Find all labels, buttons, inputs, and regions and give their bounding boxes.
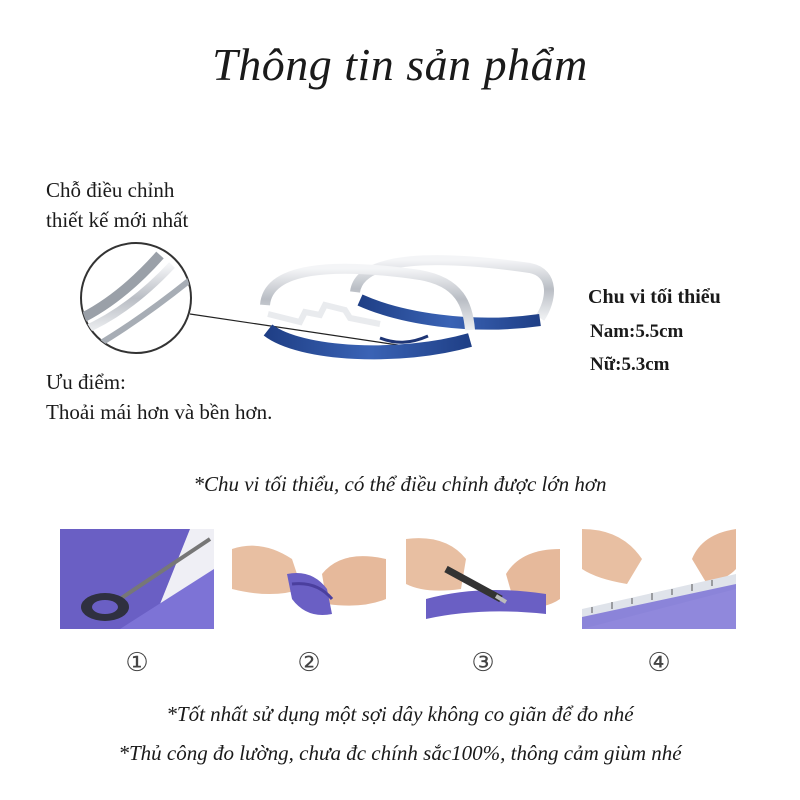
step-2-number: ② xyxy=(297,648,321,678)
size-heading: Chu vi tối thiểu xyxy=(588,286,721,308)
advantage-callout-line2: Thoải mái hơn và bền hơn. xyxy=(46,400,273,424)
adjust-callout-line1: Chỗ điều chỉnh xyxy=(46,178,175,202)
step-3-number: ③ xyxy=(471,648,495,678)
ring-front xyxy=(265,269,470,353)
page-title: Thông tin sản phẩm xyxy=(212,39,588,90)
adjust-callout-line2: thiết kế mới nhất xyxy=(46,208,189,232)
step-4-number: ④ xyxy=(647,648,671,678)
step-1-number: ① xyxy=(125,648,149,678)
size-male: Nam:5.5cm xyxy=(590,321,684,342)
zoom-detail-circle xyxy=(78,243,191,353)
footer-note-2: *Thủ công đo lường, chưa đc chính sắc100%, thông cảm giùm nhé xyxy=(118,741,682,765)
step-4-image xyxy=(582,529,736,629)
note-adjustable: *Chu vi tối thiểu, có thể điều chỉnh được lớn hơn xyxy=(193,472,607,496)
step-1-image xyxy=(60,529,214,629)
step-3-image xyxy=(406,529,560,629)
footer-note-1: *Tốt nhất sử dụng một sợi dây không co giãn để đo nhé xyxy=(166,702,634,726)
advantage-callout-line1: Ưu điểm: xyxy=(46,370,126,394)
step-2-image xyxy=(232,529,386,629)
size-female: Nữ:5.3cm xyxy=(590,354,670,375)
